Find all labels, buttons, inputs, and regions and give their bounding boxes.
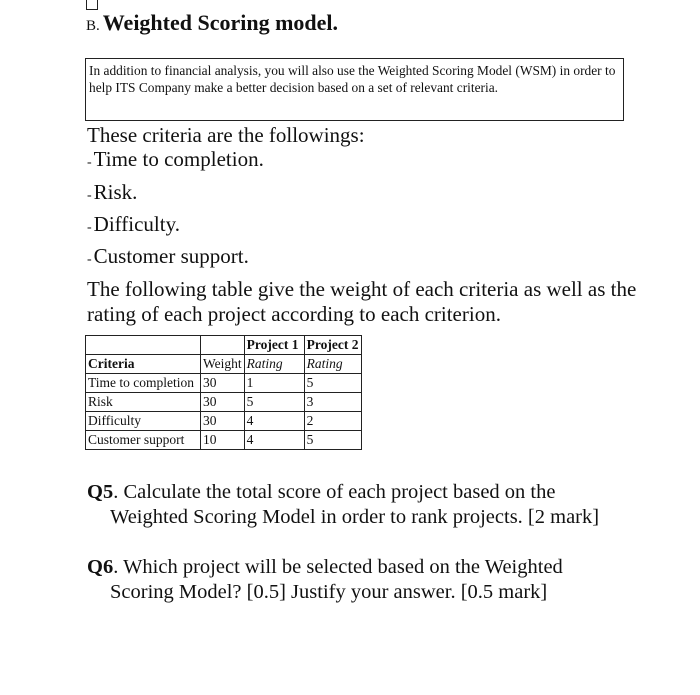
question-text-line1: . Which project will be selected based on the Weighted (113, 556, 563, 578)
list-dash: - (87, 188, 92, 203)
project1-rating-cell: 1 (244, 374, 304, 393)
criteria-cell: Time to completion (86, 374, 201, 393)
weight-cell: 30 (201, 374, 245, 393)
list-dash: - (87, 220, 92, 235)
project1-rating-cell: 4 (244, 431, 304, 450)
list-item (87, 212, 180, 237)
criteria-cell: Difficulty (86, 412, 201, 431)
section-prefix: B. (86, 18, 100, 34)
criteria-label: Risk. (93, 180, 138, 204)
weight-cell: 30 (201, 393, 245, 412)
criteria-label: Difficulty. (93, 212, 180, 236)
section-heading (86, 10, 338, 36)
rating2-header: Rating (304, 355, 361, 374)
table-row (86, 431, 362, 450)
project2-header: Project 2 (304, 336, 361, 355)
question-text-line2: Scoring Model? [0.5] Justify your answer. [0.5 mark] (110, 581, 548, 603)
question-number: Q6 (87, 556, 114, 578)
section-title: Weighted Scoring model. (102, 10, 339, 35)
project1-rating-cell: 5 (244, 393, 304, 412)
question-q6 (87, 555, 647, 605)
list-item (87, 244, 249, 269)
weight-cell: 30 (201, 412, 245, 431)
project1-header: Project 1 (244, 336, 304, 355)
weight-header: Weight (201, 355, 245, 374)
table-row (86, 393, 362, 412)
table-row (86, 355, 362, 374)
table-intro: The following table give the weight of each criteria as well as the rating of each project according to each criterion. (87, 277, 637, 326)
list-item (87, 180, 137, 205)
criteria-intro: These criteria are the followings: (87, 123, 365, 147)
table-row (86, 336, 362, 355)
table-cell (201, 336, 245, 355)
project1-rating-cell: 4 (244, 412, 304, 431)
criteria-cell: Risk (86, 393, 201, 412)
table-cell (86, 336, 201, 355)
table-row (86, 412, 362, 431)
project2-rating-cell: 5 (304, 431, 361, 450)
list-item (87, 147, 264, 172)
list-dash: - (87, 252, 92, 267)
question-text-line1: . Calculate the total score of each project based on the (113, 481, 556, 503)
checkbox-icon (86, 0, 98, 10)
question-number: Q5 (87, 481, 114, 503)
criteria-label: Customer support. (93, 244, 249, 268)
project2-rating-cell: 5 (304, 374, 361, 393)
table-row (86, 374, 362, 393)
question-q5 (87, 480, 647, 530)
criteria-label: Time to completion. (93, 147, 264, 171)
ratings-table (85, 335, 362, 450)
intro-box: In addition to financial analysis, you will also use the Weighted Scoring Model (WSM) in order to help ITS Company make a better decision based on a set of relevant criteria. (85, 58, 624, 121)
weight-cell: 10 (201, 431, 245, 450)
rating1-header: Rating (244, 355, 304, 374)
project2-rating-cell: 2 (304, 412, 361, 431)
project2-rating-cell: 3 (304, 393, 361, 412)
criteria-cell: Customer support (86, 431, 201, 450)
question-text-line2: Weighted Scoring Model in order to rank projects. [2 mark] (110, 506, 600, 528)
list-dash: - (87, 155, 92, 170)
criteria-header: Criteria (86, 355, 201, 374)
